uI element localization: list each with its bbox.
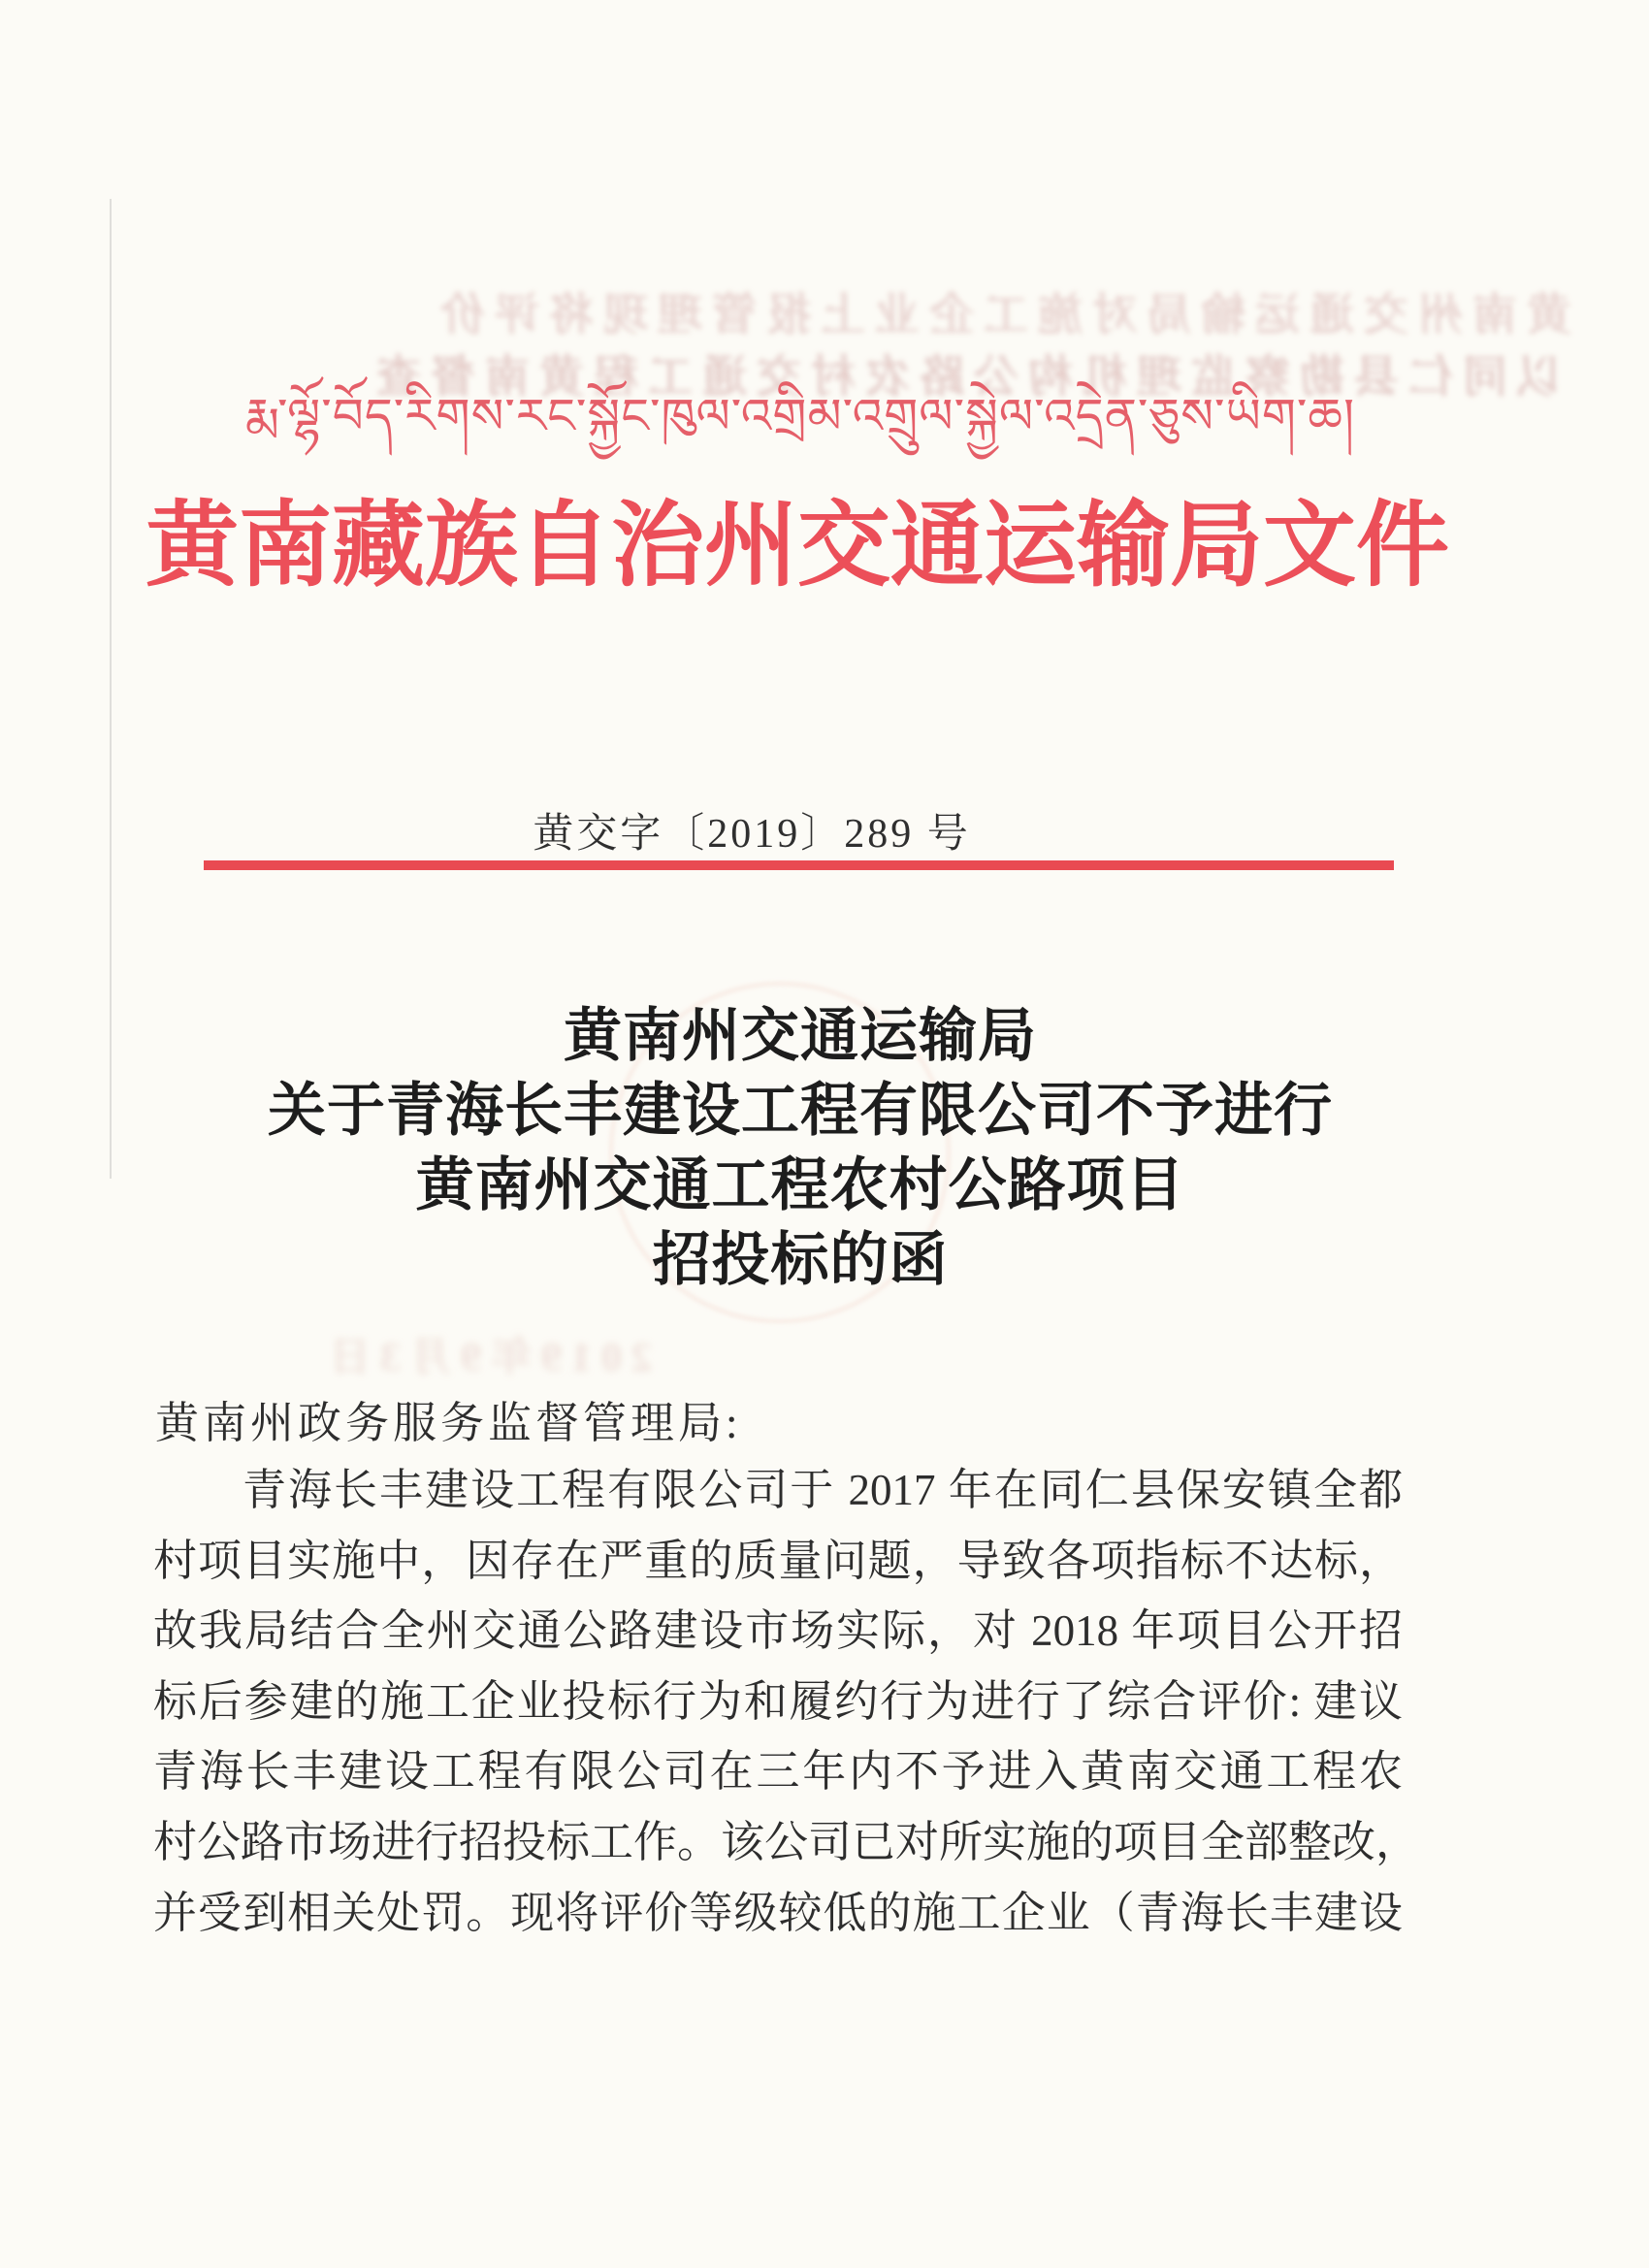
scan-edge-artifact bbox=[110, 199, 112, 1179]
salutation: 黄南州政务服务监督管理局: bbox=[155, 1399, 742, 1447]
document-reference-number: 黄交字〔2019〕289 号 bbox=[533, 812, 971, 857]
body-line: 青海长丰建设工程有限公司于 2017 年在同仁县保安镇全都 bbox=[242, 1466, 1403, 1514]
letter-title-line-3: 黄南州交通工程农村公路项目 bbox=[415, 1153, 1185, 1217]
org-title-red-header: 黄南藏族自治州交通运输局文件 bbox=[146, 494, 1449, 598]
body-line: 村项目实施中，因存在严重的质量问题，导致各项指标不达标， bbox=[153, 1536, 1403, 1585]
letter-body bbox=[153, 1455, 1420, 1948]
letter-title-line-2: 关于青海长丰建设工程有限公司不予进行 bbox=[268, 1079, 1333, 1143]
tibetan-org-title: རྨ་ལྷོ་བོད་རིགས་རང་སྐྱོང་ཁུལ་འགྲིམ་འགྲུལ་སྐྱེལ་འདྲེན་ཅུས་ཡིག་ཆ། bbox=[244, 388, 1356, 444]
body-line: 并受到相关处罚。现将评价等级较低的施工企业（青海长丰建设 bbox=[153, 1888, 1403, 1937]
red-divider-rule bbox=[204, 860, 1394, 870]
body-line: 故我局结合全州交通公路建设市场实际，对 2018 年项目公开招 bbox=[153, 1606, 1403, 1656]
letter-title-line-4: 招投标的函 bbox=[652, 1228, 949, 1292]
body-line: 村公路市场进行招投标工作。该公司已对所实施的项目全部整改， bbox=[153, 1817, 1420, 1866]
letter-title-block bbox=[204, 999, 1397, 1298]
bleedthrough-text-row-1: 黄南州交通运输局对施工企业上报管理现将评价 bbox=[431, 290, 1571, 340]
bleedthrough-date: 2019年9月3日 bbox=[320, 1336, 653, 1380]
bleedthrough-text-row-2: 以同仁县勘察监理机构公路农村交通工程黄南督查 bbox=[367, 352, 1562, 402]
letter-title-line-1: 黄南州交通运输局 bbox=[564, 1004, 1037, 1068]
body-line: 标后参建的施工企业投标行为和履约行为进行了综合评价: 建议 bbox=[153, 1676, 1403, 1726]
body-line: 青海长丰建设工程有限公司在三年内不予进入黄南交通工程农 bbox=[153, 1747, 1403, 1797]
